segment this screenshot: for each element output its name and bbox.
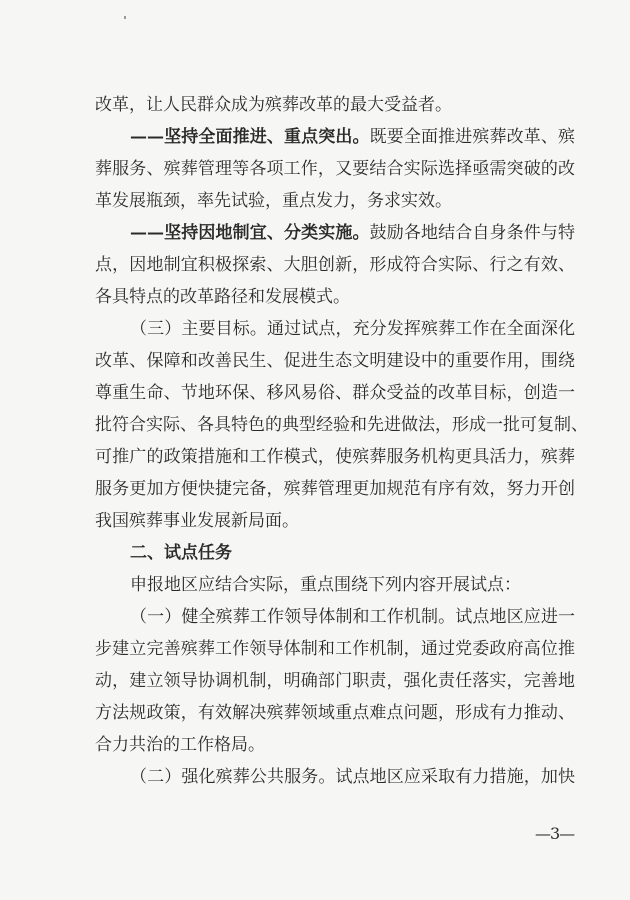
text-line: [95, 509, 575, 533]
text-line: [95, 93, 575, 117]
text-line: [95, 349, 575, 373]
text-line: [130, 605, 575, 629]
page-number: —3—: [535, 824, 575, 843]
text-line: [130, 573, 575, 597]
line-text: （二）强化殡葬公共服务。试点地区应采取有力措施，加快: [130, 767, 575, 787]
line-text: 我国殡葬事业发展新局面。: [95, 511, 299, 531]
scan-mark: [124, 16, 126, 19]
text-line: [95, 637, 575, 661]
line-text: （三）主要目标。通过试点，充分发挥殡葬工作在全面深化: [130, 319, 575, 339]
text-line: [95, 701, 575, 725]
text-line: [130, 541, 575, 565]
line-text: 改革、保障和改善民生、促进生态文明建设中的重要作用，围绕: [95, 351, 575, 371]
text-line: [95, 189, 575, 213]
line-text: 既要全面推进殡葬改革、殡: [369, 127, 575, 147]
text-line: [130, 317, 575, 341]
line-text: 尊重生命、节地环保、移风易俗、群众受益的改革目标，创造一: [95, 383, 575, 403]
bold-heading: ——坚持全面推进、重点突出。: [130, 127, 370, 147]
line-text: 革发展瓶颈，率先试验，重点发力，务求实效。: [95, 191, 452, 211]
line-text: 服务更加方便快捷完备，殡葬管理更加规范有序有效，努力开创: [95, 479, 575, 499]
text-line: [95, 669, 575, 693]
text-line: [95, 413, 588, 437]
line-text: 合力共治的工作格局。: [95, 735, 265, 755]
text-line: [130, 125, 575, 149]
text-line: [95, 381, 575, 405]
text-line: [95, 253, 575, 277]
bold-heading: ——坚持因地制宜、分类实施。: [130, 223, 370, 243]
line-text: 改革，让人民群众成为殡葬改革的最大受益者。: [95, 95, 452, 115]
line-text: 点，因地制宜积极探索、大胆创新，形成符合实际、行之有效、: [95, 255, 575, 275]
text-line: [95, 157, 575, 181]
line-text: （一）健全殡葬工作领导体制和工作机制。试点地区应进一: [130, 607, 575, 627]
text-line: [95, 445, 575, 469]
text-line: [130, 765, 575, 789]
line-text: 葬服务、殡葬管理等各项工作，又要结合实际选择亟需突破的改: [95, 159, 575, 179]
text-line: [95, 733, 575, 757]
bold-heading: 二、试点任务: [130, 543, 232, 563]
line-text: 方法规政策，有效解决殡葬领域重点难点问题，形成有力推动、: [95, 703, 575, 723]
text-line: [95, 285, 575, 309]
text-line: [130, 221, 575, 245]
line-text: 动，建立领导协调机制，明确部门职责，强化责任落实，完善地: [95, 671, 575, 691]
line-text: 可推广的政策措施和工作模式，使殡葬服务机构更具活力，殡葬: [95, 447, 575, 467]
line-text: 申报地区应结合实际，重点围绕下列内容开展试点：: [130, 575, 521, 595]
line-text: 鼓励各地结合自身条件与特: [369, 223, 575, 243]
line-text: 步建立完善殡葬工作领导体制和工作机制，通过党委政府高位推: [95, 639, 575, 659]
text-line: [95, 477, 575, 501]
line-text: 各具特点的改革路径和发展模式。: [95, 287, 350, 307]
line-text: 批符合实际、各具特色的典型经验和先进做法，形成一批可复制、: [95, 415, 588, 435]
